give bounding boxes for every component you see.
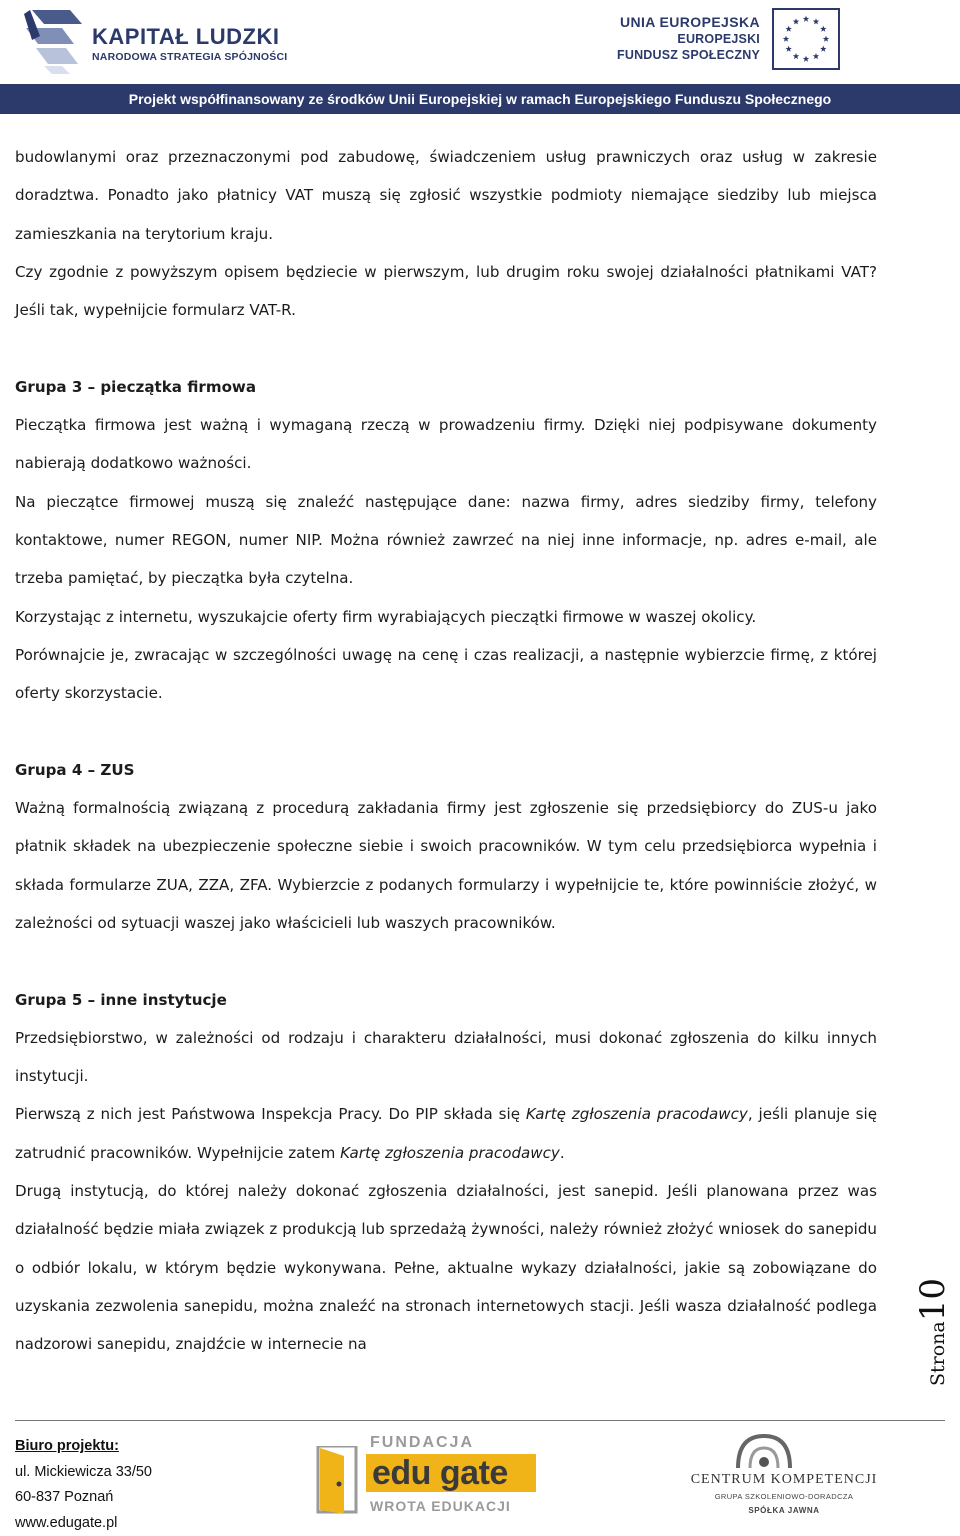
edugate-tagline: WROTA EDUKACJI — [370, 1498, 511, 1514]
kapital-ludzki-logo-icon — [22, 6, 86, 76]
paragraph-g3-3: Korzystając z internetu, wyszukajcie oferty firm wyrabiających pieczątki firmowe w waszej okolicy. — [15, 598, 877, 636]
paragraph-vat-question: Czy zgodnie z powyższym opisem będziecie w pierwszym, lub drugim roku swojej działalności płatnikami VAT? Jeśli tak, wypełnijcie formularz VAT-R. — [15, 253, 877, 330]
page-number-rotated — [913, 1278, 953, 1386]
page-header — [0, 0, 960, 118]
page-number — [906, 1262, 960, 1402]
paragraph-g3-2: Na pieczątce firmowej muszą się znaleźć następujące dane: nazwa firmy, adres siedziby firmy, telefony kontaktowe, numer REGON, numer NIP. Można również zawrzeć na niej inne informacje, np. adres e-mail, ale trzeba pamiętać, by pieczątka była czytelna. — [15, 483, 877, 598]
document-body — [15, 138, 877, 1364]
ue-line-3: FUNDUSZ SPOŁECZNY — [617, 47, 760, 63]
kapital-ludzki-text — [92, 26, 287, 63]
ue-text-block — [617, 14, 760, 63]
paragraph-vat-intro: budowlanymi oraz przeznaczonymi pod zabudowę, świadczeniem usług prawniczych oraz usług w zakresie doradztwa. Ponadto jako płatnicy VAT muszą się zgłosić wszystkie podmioty niemające siedziby lub miejsca zamieszkania na terytorium kraju. — [15, 138, 877, 253]
project-office-address-1: ul. Mickiewicza 33/50 — [15, 1460, 152, 1486]
project-office-address-2: 60-837 Poznań — [15, 1485, 152, 1511]
centrum-kompetencji-subtitle: GRUPA SZKOLENIOWO-DORADCZA — [684, 1492, 884, 1501]
project-office-title: Biuro projektu: — [15, 1434, 152, 1460]
g5-2-part-c: , jeśli planuje się zatrudnić pracowników. Wypełnijcie zatem — [15, 1105, 877, 1161]
centrum-kompetencji-mark-icon — [734, 1432, 794, 1470]
edugate-name: edu gate — [372, 1453, 508, 1493]
paragraph-g4-1: Ważną formalnością związaną z procedurą zakładania firmy jest zgłoszenie się przedsiębiorcy do ZUS-u jako płatnik składek na ubezpieczenie społeczne siebie i swoich pracowników. W tym celu przedsiębiorca wypełnia i składa formularze ZUA, ZZA, ZFA. Wybierzcie z podanych formularzy i wypełnijcie te, które powinniście złożyć, w zależności od sytuacji waszej jako właścicieli lub waszych pracowników. — [15, 789, 877, 942]
g5-2-italic-2: Kartę zgłoszenia pracodawcy — [340, 1144, 560, 1162]
heading-grupa-3: Grupa 3 – pieczątka firmowa — [15, 368, 877, 406]
page-number-value: 10 — [913, 1278, 953, 1321]
project-office-website[interactable]: www.edugate.pl — [15, 1511, 152, 1536]
heading-grupa-4: Grupa 4 – ZUS — [15, 751, 877, 789]
section-spacer — [15, 712, 877, 750]
paragraph-g3-4: Porównajcie je, zwracając w szczególności uwagę na cenę i czas realizacji, a następnie wybierzcie firmę, z której oferty skorzystacie. — [15, 636, 877, 713]
kapital-ludzki-title: KAPITAŁ LUDZKI — [92, 26, 287, 48]
edugate-fundacja: FUNDACJA — [370, 1434, 474, 1452]
paragraph-g5-1: Przedsiębiorstwo, w zależności od rodzaju i charakteru działalności, musi dokonać zgłoszenia do kilku innych instytucji. — [15, 1019, 877, 1096]
ue-line-1: UNIA EUROPEJSKA — [617, 14, 760, 31]
g5-2-part-e: . — [560, 1144, 565, 1162]
paragraph-g5-2 — [15, 1095, 877, 1172]
edugate-mark-icon — [314, 1446, 360, 1516]
edugate-logo — [312, 1432, 542, 1526]
project-funding-strip: Projekt współfinansowany ze środków Unii Europejskiej w ramach Europejskiego Funduszu Społecznego — [0, 84, 960, 114]
footer-divider — [15, 1420, 945, 1421]
eu-flag-icon — [772, 8, 840, 70]
paragraph-g3-1: Pieczątka firmowa jest ważną i wymaganą rzeczą w prowadzeniu firmy. Dzięki niej podpisywane dokumenty nabierają dodatkowo ważności. — [15, 406, 877, 483]
centrum-kompetencji-legal-form: SPÓŁKA JAWNA — [684, 1506, 884, 1515]
ue-line-2: EUROPEJSKI — [617, 31, 760, 47]
g5-2-italic-1: Kartę zgłoszenia pracodawcy — [526, 1105, 748, 1123]
centrum-kompetencji-logo — [684, 1432, 884, 1522]
g5-2-part-a: Pierwszą z nich jest Państwowa Inspekcja Pracy. Do PIP składa się — [15, 1105, 526, 1123]
page-footer — [0, 1420, 960, 1529]
paragraph-g5-3: Drugą instytucją, do której należy dokonać zgłoszenia działalności, jest sanepid. Jeśli planowana przez was działalność będzie miała związek z produkcją lub sprzedażą żywności, należy również złożyć wniosek do sanepidu o odbiór lokalu, w którym będzie wykonywana. Pełne, aktualne wykazy działalności, jakie są zobowiązane do uzyskania zezwolenia sanepidu, można znaleźć na stronach internetowych stacji. Jeśli wasza działalność podlega nadzorowi sanepidu, znajdźcie w internecie na — [15, 1172, 877, 1363]
kapital-ludzki-subtitle: NARODOWA STRATEGIA SPÓJNOŚCI — [92, 51, 287, 63]
heading-grupa-5: Grupa 5 – inne instytucje — [15, 981, 877, 1019]
centrum-kompetencji-name: CENTRUM KOMPETENCJI — [684, 1472, 884, 1488]
project-office-block — [15, 1434, 152, 1536]
section-spacer — [15, 942, 877, 980]
page-number-label: Strona — [927, 1321, 949, 1386]
section-spacer — [15, 329, 877, 367]
